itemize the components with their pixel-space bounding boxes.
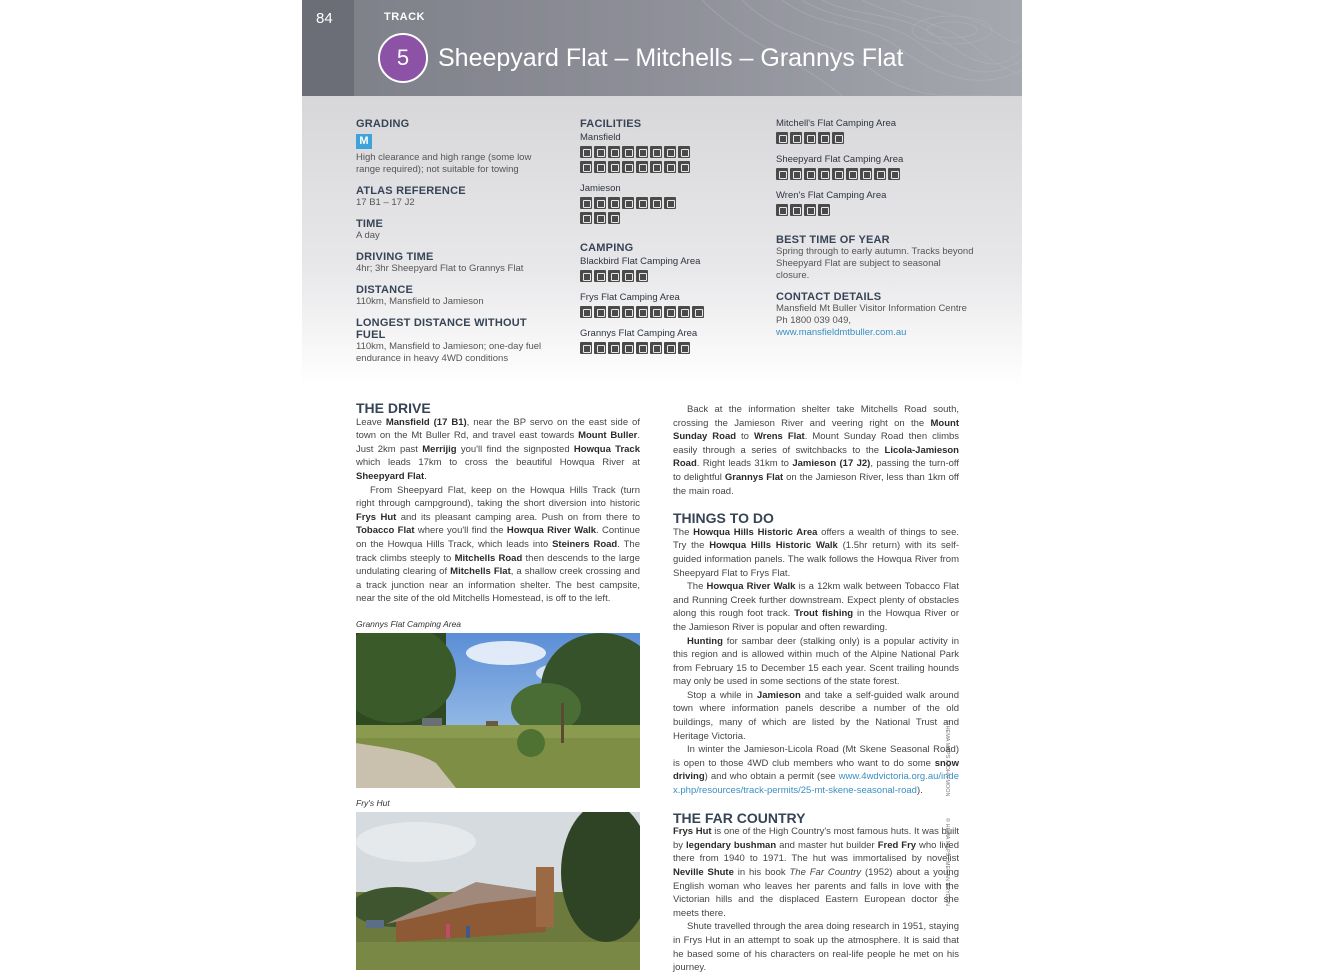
mitchells-label: Mitchell's Flat Camping Area [776,118,897,129]
page-number-box [302,0,354,96]
accommodation-icon [608,146,620,158]
fuel-text: 110km, Mansfield to Jamieson; one-day fuel endurance in heavy 4WD conditions [356,341,542,364]
wc-icon [650,161,662,173]
toilet-icon [608,270,620,282]
picnic-icon [846,168,858,180]
info-panel [302,96,1022,386]
driving-time-heading: DRIVING TIME [356,251,434,263]
food-icon [636,197,648,209]
caravan-icon [622,146,634,158]
campfire-icon [622,342,634,354]
picnic-icon [636,342,648,354]
driving-time-block [356,251,546,275]
grannys-flat-photo [356,633,640,788]
tent-icon [776,132,788,144]
toilet-icon [580,212,592,224]
jamieson-label: Jamieson [580,183,621,194]
distance-block [356,284,546,308]
grading-badge: M [356,134,372,149]
caravan-icon [790,168,802,180]
water-icon [832,168,844,180]
jamieson-icons-row1 [580,197,760,209]
hiking-icon [874,168,886,180]
drive-paragraph-1: Leave Mansfield (17 B1), near the BP servo on the east side of town on the Mt Buller Rd, and travel east towards Mount Buller. Just 2km past Merrijig you'll find the signposted Howqua Track which leads 17km to cross the beautiful Howqua River at Sheepyard Flat. [356,416,640,482]
mansfield-icons-row2 [580,161,760,173]
time-text: A day [356,230,380,241]
mail-icon [622,197,634,209]
hiking-icon [678,306,690,318]
accommodation-icon [580,197,592,209]
grannys-icons [580,342,760,354]
mansfield-icons-row1 [580,146,760,158]
contact-line1: Mansfield Mt Buller Visitor Information Centre [776,303,967,314]
picnic-icon [650,306,662,318]
shelter-icon [636,306,648,318]
info-left-column [356,118,546,374]
distance-text: 110km, Mansfield to Jamieson [356,296,484,307]
things-paragraph-5: In winter the Jamieson-Licola Road (Mt Skene Seasonal Road) is open to those 4WD club members who want to do some snow driving) and who obtain a permit (see www.4wdvictoria.org.au/index.php/resources/track-permits/25-mt-skene-seasonal-road). [673,744,959,797]
hotel-icon [608,197,620,209]
best-time-block [776,234,976,282]
caravan-icon [608,342,620,354]
page [302,0,1022,974]
store-icon [594,161,606,173]
drive-paragraph-2: From Sheepyard Flat, keep on the Howqua Hills Track (turn right through campground), taking the short diversion into historic Frys Hut and its pleasant camping area. Push on from there to Tobacco Flat where you'll find the Howqua River Walk. Continue on the Howqua Hills Track, which leads into Steiners Road. The track climbs steeply to Mitchells Road then descends to the large undulating clearing of Mitchells Flat, a shallow creek crossing and a track junction near an information shelter. The best campsite, near the site of the old Mitchells Homestead, is off to the left. [356,484,641,605]
photo-credit-frys-hut: © HEMA MAPS / MEGAN BRYDON [944,818,950,906]
frys-label: Frys Flat Camping Area [580,292,680,303]
far-country-heading: THE FAR COUNTRY [673,809,806,826]
toilet-icon [608,306,620,318]
sheepyard-icons [776,168,976,180]
fuel-block [356,317,546,365]
bbq-icon [650,342,662,354]
mechanic-icon [664,197,676,209]
campfire-icon [790,204,802,216]
wrens-icons [776,204,976,216]
track-number-badge: 5 [378,33,428,83]
walk-icon [888,168,900,180]
bbq-icon [860,168,872,180]
campfire-icon [622,306,634,318]
bbq-icon [664,306,676,318]
picnic-icon [804,204,816,216]
photo-caption-grannys: Grannys Flat Camping Area [356,619,462,629]
campfire-icon [622,270,634,282]
mail-icon [664,146,676,158]
best-time-heading: BEST TIME OF YEAR [776,234,890,246]
fuel-icon [580,146,592,158]
fire-icon [594,212,606,224]
distance-heading: DISTANCE [356,284,414,296]
phone-icon [678,161,690,173]
gas-icon [636,161,648,173]
contact-block [776,291,976,339]
things-paragraph-2: The Howqua River Walk is a 12km walk between Tobacco Flat and Running Creek further downstream. Expect plenty of obstacles along this rough foot track. Trout fishing in the Howqua River or the Jamieson River is popular and often rewarding. [673,581,959,633]
toilet-icon [650,146,662,158]
track-title: Sheepyard Flat – Mitchells – Grannys Flat [438,44,904,72]
mechanic-icon [608,161,620,173]
blackbird-icons [580,270,760,282]
toilet-icon [804,168,816,180]
facilities-heading: FACILITIES [580,118,642,130]
photo-credit-grannys: © HEMA MAPS / JOHN MOON [944,720,950,797]
info-middle-column [580,118,760,354]
grading-text: High clearance and high range (some low range required); not suitable for towing [356,152,532,175]
camper-icon [650,197,662,209]
page-number: 84 [316,10,333,27]
mansfield-label: Mansfield [580,132,621,143]
camper-icon [580,161,592,173]
mitchells-icons [776,132,976,144]
wrens-label: Wren's Flat Camping Area [776,190,887,201]
frys-icons [580,306,760,318]
far-country-paragraph-2: Shute travelled through the area doing research in 1951, staying in Frys Hut in an attempt to soak up the atmosphere. It is said that he based some of his characters on real-life people he met on his journey. [673,921,959,974]
toilet-icon [594,342,606,354]
campfire-icon [818,168,830,180]
best-time-text: Spring through to early autumn. Tracks beyond Sheepyard Flat are subject to seasonal closure. [776,246,974,281]
hiking-icon [664,342,676,354]
contact-link[interactable]: www.mansfieldmtbuller.com.au [776,327,907,338]
contact-heading: CONTACT DETAILS [776,291,882,303]
tent-icon [580,306,592,318]
hiking-icon [790,132,802,144]
caravan-icon [594,306,606,318]
tent-icon [776,168,788,180]
drive-heading: THE DRIVE [356,400,431,416]
tent-icon [580,342,592,354]
drive-section [356,402,640,606]
time-block [356,218,546,242]
grading-block [356,118,546,176]
fuel-heading: LONGEST DISTANCE WITHOUT FUEL [356,317,527,341]
fire-icon [664,161,676,173]
medical-icon [594,146,606,158]
walk-icon [678,342,690,354]
walk-icon [832,132,844,144]
far-country-paragraph-1: Frys Hut is one of the High Country's most famous huts. It was built by legendary bushman and master hut builder Fred Fry who lived there from 1940 to 1971. The hut was immortalised by novelist Neville Shute in his book The Far Country (1952) about a young English woman who leaves her parents and falls in love with the Victorian hills and the displaced Eastern European doctor she meets there. [673,826,959,919]
time-heading: TIME [356,218,384,230]
jamieson-icons-row2 [580,212,760,224]
grannys-label: Grannys Flat Camping Area [580,328,698,339]
route-continuation-paragraph: Back at the information shelter take Mitchells Road south, crossing the Jamieson River and veering right on the Mount Sunday Road to Wrens Flat. Mount Sunday Road then climbs easily through a series of switchbacks to the Licola-Jamieson Road. Right leads 31km to Jamieson (17 J2), passing the turn-off to delightful Grannys Flat on the Jamieson River, less than 1km off the main road. [673,404,960,497]
walk-icon [692,306,704,318]
info-icon [622,161,634,173]
driving-time-text: 4hr; 3hr Sheepyard Flat to Grannys Flat [356,263,524,274]
caravan-icon [594,270,606,282]
blackbird-label: Blackbird Flat Camping Area [580,256,701,267]
atlas-heading: ATLAS REFERENCE [356,185,466,197]
hiking-icon [636,270,648,282]
things-paragraph-4: Stop a while in Jamieson and take a self-guided walk around town where information panels describe a number of the old buildings, many of which are listed by the National Trust and Heritage Victoria. [673,689,959,742]
grading-heading: GRADING [356,118,410,130]
bbq-icon [818,204,830,216]
things-heading: THINGS TO DO [673,510,774,527]
food-icon [678,146,690,158]
camping-heading: CAMPING [580,242,634,254]
phone-icon [608,212,620,224]
page-header [302,0,1022,96]
campfire-icon [804,132,816,144]
track-label: TRACK [384,11,425,23]
things-paragraph-1: The Howqua Hills Historic Area offers a wealth of things to see. Try the Howqua Hills Historic Walk (1.5hr return) with its self-guided information panels. The walk follows the Howqua River from Sheepyard Flat to Frys Flat. [673,526,959,579]
no-dogs-icon [818,132,830,144]
atlas-block [356,185,546,209]
tent-icon [776,204,788,216]
frys-hut-photo [356,812,640,970]
things-paragraph-3: Hunting for sambar deer (stalking only) is a popular activity in this region and is allowed within much of the Alpine National Park from February 15 to December 15 each year. Scent trailing hounds may only be used in some sections of the state forest. [673,635,959,688]
atlas-text: 17 B1 – 17 J2 [356,197,415,208]
caravan-icon [594,197,606,209]
hotel-icon [636,146,648,158]
right-body-column [673,403,959,975]
tent-icon [580,270,592,282]
info-right-column [776,118,976,348]
permit-link[interactable]: www.4wdvictoria.org.au/index.php/resources/track-permits/25-mt-skene-seasonal-road [673,771,959,797]
photo-caption-frys-hut: Fry's Hut [356,798,390,808]
contact-line2: Ph 1800 039 049, [776,315,852,326]
sheepyard-label: Sheepyard Flat Camping Area [776,154,904,165]
